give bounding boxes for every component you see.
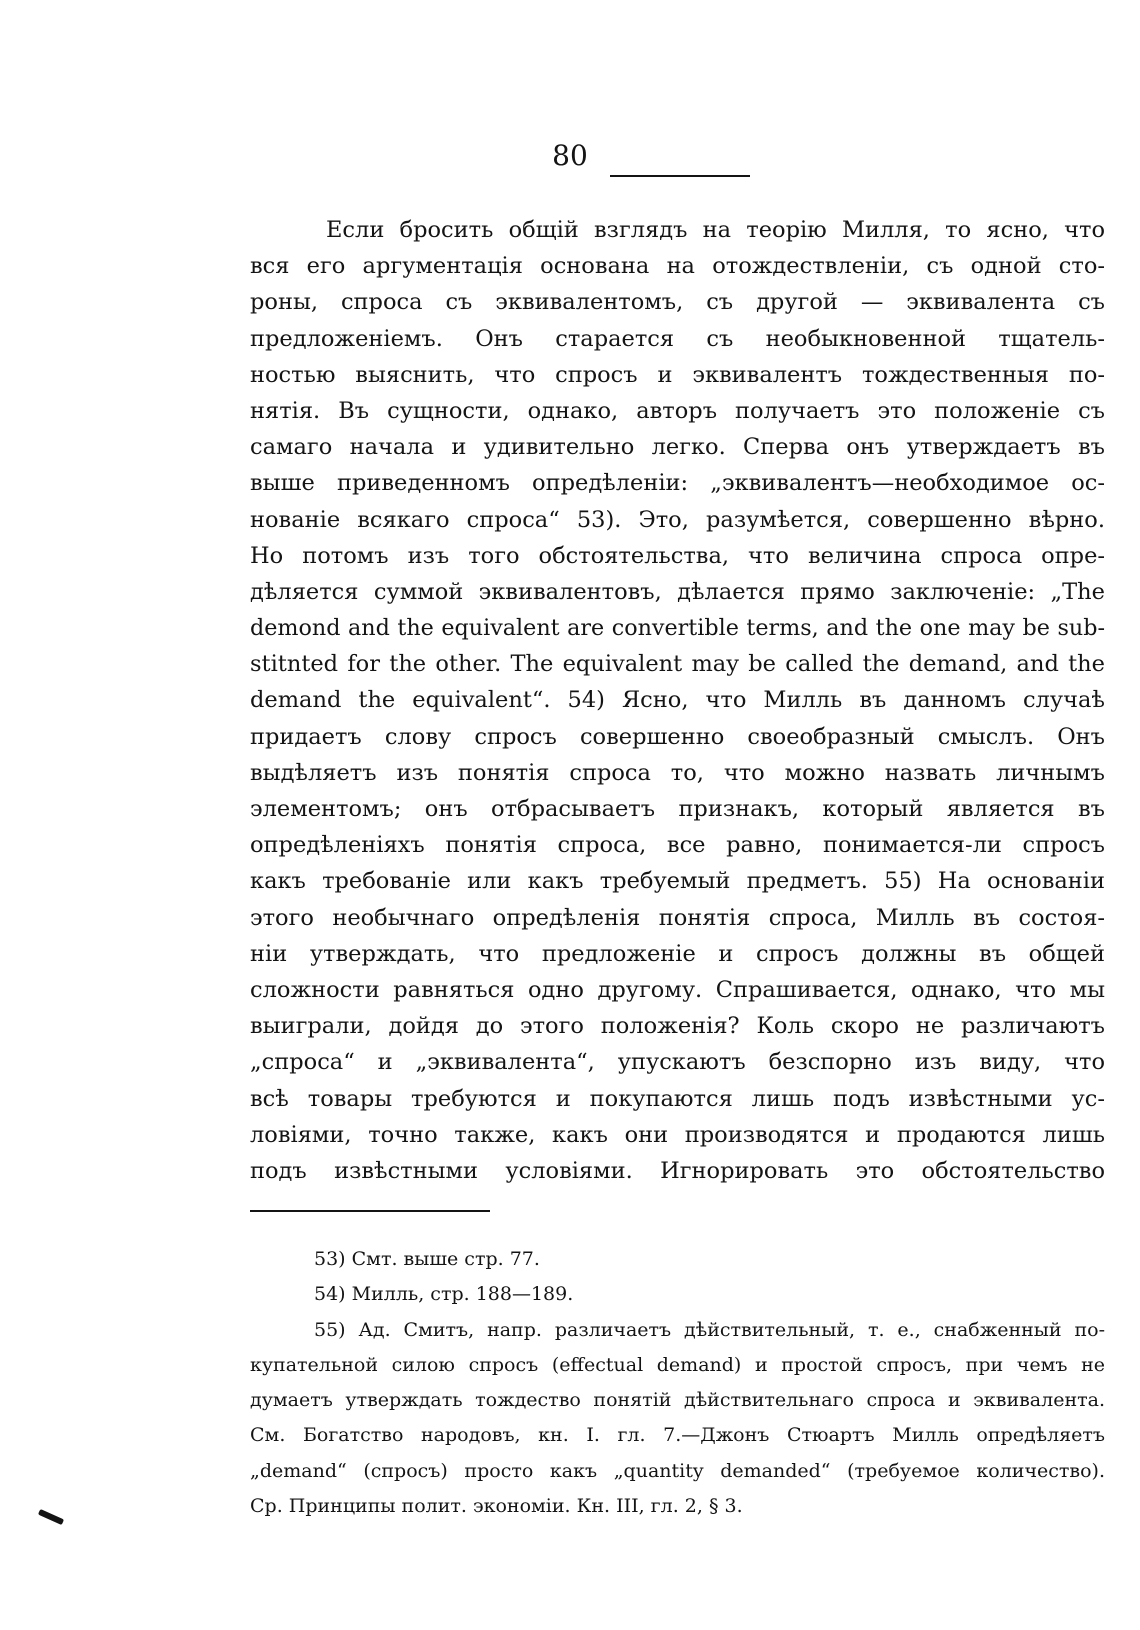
body-line: роны, спроса съ эквивалентомъ, съ другой — эквивалента съ — [250, 289, 1105, 316]
body-line: этого необычнаго опредѣленія понятія спроса, Милль въ состоя- — [250, 904, 1105, 931]
footnote-line: Ср. Принципы полит. экономіи. Кн. III, гл. 2, § 3. — [250, 1495, 743, 1518]
body-line: нятія. Въ сущности, однако, авторъ получаетъ это положеніе съ — [250, 397, 1105, 424]
footnote-line: См. Богатство народовъ, кн. I. гл. 7.—Джонъ Стюартъ Милль опредѣляетъ — [250, 1424, 1105, 1447]
body-line: „спроса“ и „эквивалента“, упускаютъ безспорно изъ виду, что — [250, 1049, 1105, 1076]
footnote-separator — [250, 1210, 490, 1212]
body-line: всѣ товары требуются и покупаются лишь подъ извѣстными ус- — [250, 1085, 1105, 1112]
body-line: выше приведенномъ опредѣленіи: „эквивалентъ—необходимое ос- — [250, 470, 1105, 497]
body-line: ловіями, точно также, какъ они производятся и продаются лишь — [250, 1121, 1105, 1148]
body-line: ніи утверждать, что предложеніе и спросъ должны въ общей — [250, 940, 1105, 967]
body-line: demond and the equivalent are convertible terms, and the one may be sub- — [250, 615, 1105, 642]
page-number: 80 — [552, 139, 588, 172]
footnote-53: 53) Смт. выше стр. 77. — [314, 1248, 540, 1270]
body-line: выдѣляетъ изъ понятія спроса то, что можно назвать личнымъ — [250, 759, 1105, 786]
footnote-line: „demand“ (спросъ) просто какъ „quantity demanded“ (требуемое количество). — [250, 1459, 1105, 1482]
body-line: придаетъ слову спросъ совершенно своеобразный смыслъ. Онъ — [250, 723, 1105, 750]
body-line: нованіе всякаго спроса“ 53). Это, разумѣется, совершенно вѣрно. — [250, 506, 1105, 533]
body-line: demand the equivalent“. 54) Ясно, что Милль въ данномъ случаѣ — [250, 687, 1105, 714]
body-line: опредѣленіяхъ понятія спроса, все равно, понимается-ли спросъ — [250, 832, 1105, 859]
page-number-rule — [610, 175, 750, 177]
body-line: Если бросить общій взглядъ на теорію Милля, то ясно, что — [326, 217, 1105, 243]
body-text — [250, 212, 1105, 1189]
body-line: stitnted for the other. The equivalent may be called the demand, and the — [250, 651, 1105, 678]
body-line: элементомъ; онъ отбрасываетъ признакъ, который является въ — [250, 796, 1105, 822]
body-line: вся его аргументація основана на отождествленіи, съ одной сто- — [250, 253, 1105, 280]
body-line: предложеніемъ. Онъ старается съ необыкновенной тщатель- — [250, 325, 1105, 352]
body-line: какъ требованіе или какъ требуемый предметъ. 55) На основаніи — [250, 868, 1105, 895]
margin-ink-mark — [38, 1509, 64, 1525]
body-line: самаго начала и удивительно легко. Сперва онъ утверждаетъ въ — [250, 434, 1105, 461]
body-line: выиграли, дойдя до этого положенія? Коль скоро не различаютъ — [250, 1013, 1105, 1040]
footnote-54: 54) Милль, стр. 188—189. — [314, 1283, 574, 1306]
footnote-line: думаетъ утверждать тождество понятій дѣйствительнаго спроса и эквивалента. — [250, 1389, 1105, 1412]
footnote-line: купательной силою спросъ (effectual demand) и простой спросъ, при чемъ не — [250, 1353, 1105, 1376]
body-line: ностью выяснить, что спросъ и эквивалентъ тождественныя по- — [250, 361, 1105, 388]
body-line: дѣляется суммой эквивалентовъ, дѣлается прямо заключеніе: „The — [250, 578, 1105, 605]
footnote-55: 55) Ад. Смитъ, напр. различаетъ дѣйствительный, т. е., снабженный по- — [314, 1318, 1105, 1341]
body-line: сложности равняться одно другому. Спрашивается, однако, что мы — [250, 976, 1105, 1003]
body-line: подъ извѣстными условіями. Игнорировать это обстоятельство — [250, 1157, 1105, 1184]
footnotes — [250, 1242, 1105, 1524]
body-line: Но потомъ изъ того обстоятельства, что величина спроса опре- — [250, 542, 1105, 569]
